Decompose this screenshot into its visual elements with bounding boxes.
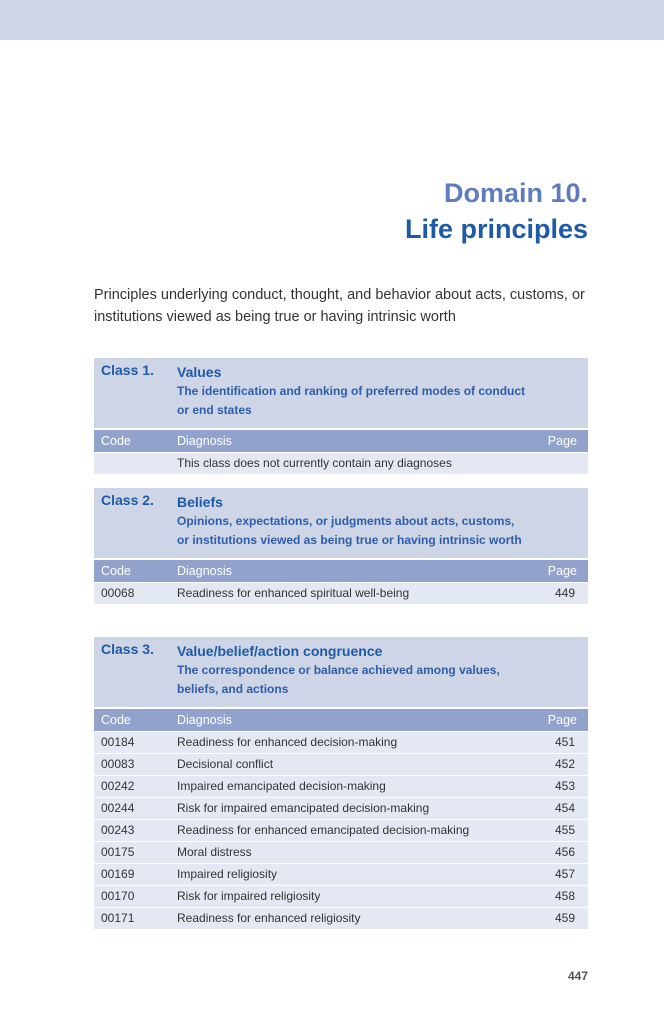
header-page: Page — [547, 434, 577, 448]
class-tag: Class 2. — [101, 492, 154, 508]
class-header — [94, 488, 588, 558]
header-diagnosis: Diagnosis — [177, 434, 232, 448]
row-code: 00242 — [101, 779, 135, 793]
row-page: 453 — [554, 779, 575, 793]
table-header — [94, 430, 588, 452]
class-name: Value/belief/action congruence — [177, 643, 383, 659]
header-page: Page — [547, 564, 577, 578]
header-band — [0, 0, 664, 40]
row-page: 457 — [554, 867, 575, 881]
row-diagnosis: Risk for impaired religiosity — [177, 889, 321, 903]
row-diagnosis: Readiness for enhanced decision-making — [177, 735, 398, 749]
row-diagnosis: This class does not currently contain any diagnoses — [177, 456, 452, 470]
class-tag: Class 1. — [101, 362, 154, 378]
class-tag: Class 3. — [101, 641, 154, 657]
row-diagnosis: Readiness for enhanced religiosity — [177, 911, 361, 925]
row-page: 455 — [554, 823, 575, 837]
row-page: 456 — [554, 845, 575, 859]
row-code: 00169 — [101, 867, 135, 881]
row-code: 00170 — [101, 889, 135, 903]
class-name: Beliefs — [177, 494, 223, 510]
table-row — [94, 908, 588, 929]
class-description: Opinions, expectations, or judgments about acts, customs, or institutions viewed as being true or having intrinsic worth — [177, 514, 522, 547]
row-diagnosis: Readiness for enhanced emancipated decision-making — [177, 823, 470, 837]
table-row — [94, 453, 588, 474]
header-code: Code — [101, 434, 131, 448]
class-header — [94, 358, 588, 428]
header-code: Code — [101, 713, 131, 727]
row-page: 451 — [554, 735, 575, 749]
table-row — [94, 842, 588, 863]
row-code: 00244 — [101, 801, 135, 815]
domain-title — [405, 175, 588, 247]
header-page: Page — [547, 713, 577, 727]
row-diagnosis: Moral distress — [177, 845, 252, 859]
header-diagnosis: Diagnosis — [177, 713, 232, 727]
table-row — [94, 820, 588, 841]
page-number: 447 — [567, 969, 588, 983]
row-page: 452 — [554, 757, 575, 771]
row-diagnosis: Decisional conflict — [177, 757, 274, 771]
row-page: 459 — [554, 911, 575, 925]
row-code: 00175 — [101, 845, 135, 859]
row-page: 449 — [554, 586, 575, 600]
domain-name: Life principles — [404, 214, 588, 244]
row-page: 458 — [554, 889, 575, 903]
row-code: 00068 — [101, 586, 135, 600]
row-code: 00243 — [101, 823, 135, 837]
table-row — [94, 864, 588, 885]
table-header — [94, 560, 588, 582]
class-description: The correspondence or balance achieved among values, beliefs, and actions — [177, 663, 500, 696]
class-1-block — [94, 358, 588, 474]
table-row — [94, 732, 588, 753]
class-2-block — [94, 488, 588, 604]
class-header — [94, 637, 588, 707]
row-code: 00083 — [101, 757, 135, 771]
class-3-block — [94, 637, 588, 929]
row-diagnosis: Impaired religiosity — [177, 867, 278, 881]
row-diagnosis: Impaired emancipated decision-making — [177, 779, 386, 793]
row-diagnosis: Risk for impaired emancipated decision-making — [177, 801, 430, 815]
row-code: 00184 — [101, 735, 135, 749]
domain-number: Domain 10. — [443, 178, 588, 208]
header-code: Code — [101, 564, 131, 578]
class-description: The identification and ranking of preferred modes of conduct or end states — [177, 384, 526, 417]
table-row — [94, 776, 588, 797]
table-row — [94, 798, 588, 819]
row-diagnosis: Readiness for enhanced spiritual well-being — [177, 586, 410, 600]
row-code: 00171 — [101, 911, 135, 925]
domain-description: Principles underlying conduct, thought, and behavior about acts, customs, or institutions viewed as being true or having intrinsic worth — [94, 287, 585, 325]
row-page: 454 — [554, 801, 575, 815]
class-name: Values — [177, 364, 222, 380]
table-header — [94, 709, 588, 731]
table-row — [94, 583, 588, 604]
header-diagnosis: Diagnosis — [177, 564, 232, 578]
table-row — [94, 754, 588, 775]
table-row — [94, 886, 588, 907]
